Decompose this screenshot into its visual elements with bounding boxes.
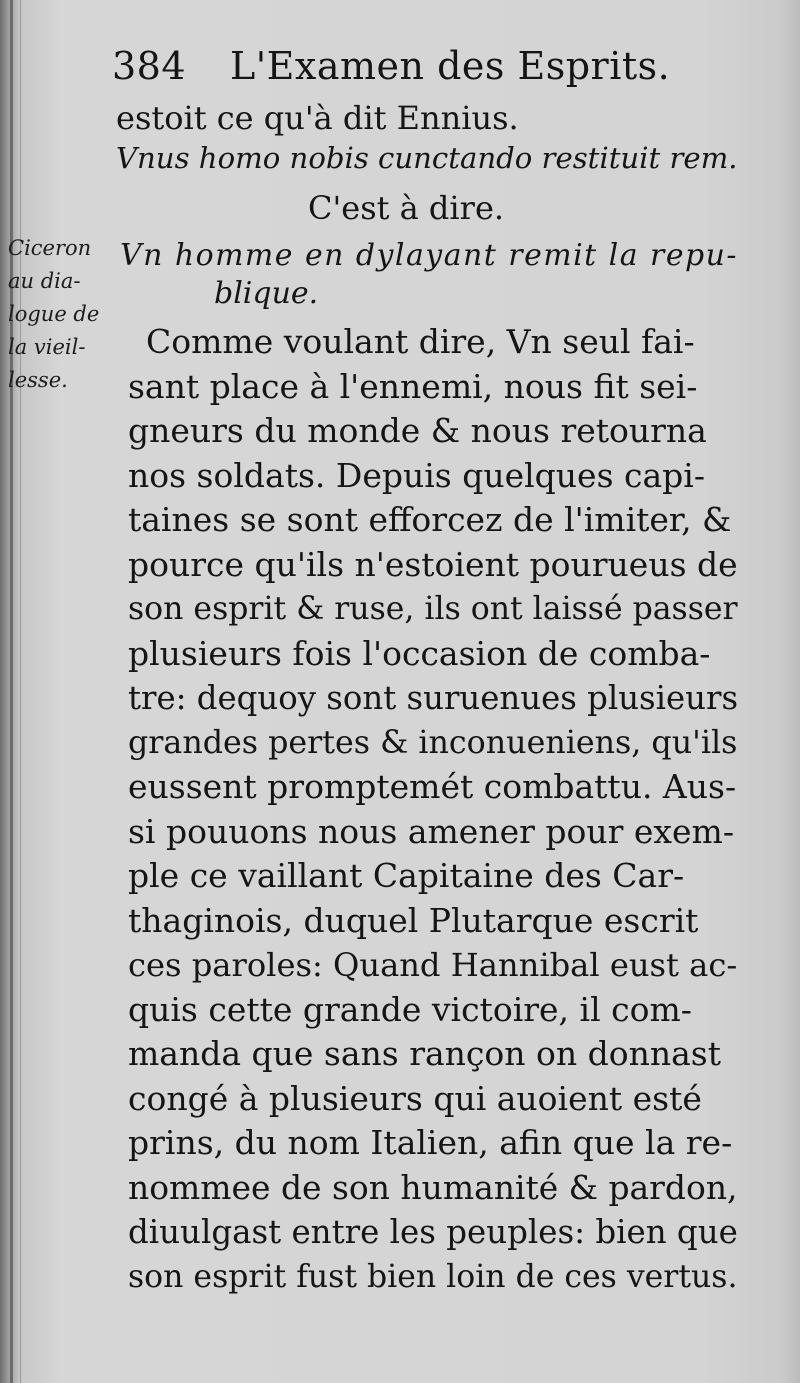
body-line: nommee de son humanité & pardon,	[128, 1167, 738, 1207]
margin-line: Ciceron	[8, 236, 92, 260]
page-number: 384	[112, 44, 187, 88]
body-line: son esprit fust bien loin de ces vertus.	[128, 1258, 738, 1295]
translation-line-1: Vn homme en dylayant remit la repu-	[120, 238, 739, 273]
text-line-0: estoit ce qu'à dit Ennius.	[116, 99, 519, 137]
margin-line: au dia-	[8, 269, 81, 293]
body-line: manda que sans rançon on donnast	[128, 1034, 721, 1073]
body-line: congé à plusieurs qui auoient esté	[128, 1078, 702, 1118]
body-line: prins, du nom Italien, afin que la re-	[128, 1123, 733, 1162]
body-line: thaginois, duquel Plutarque escrit	[128, 900, 699, 940]
margin-line: logue de	[8, 302, 100, 326]
body-line: gneurs du monde & nous retourna	[128, 411, 707, 450]
latin-quote: Vnus homo nobis cunctando restituit rem.	[116, 141, 738, 175]
body-line: taines se sont efforcez de l'imiter, &	[128, 500, 732, 539]
margin-line: la vieil-	[8, 335, 86, 359]
running-title: L'Examen des Esprits.	[230, 44, 671, 88]
translation-heading: C'est à dire.	[308, 189, 505, 227]
body-line: tre: dequoy sont suruenues plusieurs	[128, 679, 739, 717]
body-line: diuulgast entre les peuples: bien que	[128, 1213, 738, 1251]
body-line: nos soldats. Depuis quelques capi-	[128, 455, 706, 495]
body-line: ces paroles: Quand Hannibal eust ac-	[128, 946, 738, 984]
body-line: plusieurs fois l'occasion de comba-	[128, 633, 711, 673]
body-line: son esprit & ruse, ils ont laissé passer	[128, 591, 738, 627]
body-line: eussent promptemét combattu. Aus-	[128, 767, 737, 806]
margin-line: lesse.	[8, 368, 68, 392]
body-line: quis cette grande victoire, il com-	[128, 989, 692, 1029]
body-line: pource qu'ils n'estoient pourueus de	[128, 544, 738, 584]
body-line: grandes pertes & inconueniens, qu'ils	[128, 724, 738, 761]
body-line: sant place à l'ennemi, nous fit sei-	[128, 366, 698, 406]
body-line: Comme voulant dire, Vn seul fai-	[146, 322, 695, 361]
body-line: si pouuons nous amener pour exem-	[128, 811, 734, 851]
translation-line-2: blique.	[214, 276, 319, 311]
body-line: ple ce vaillant Capitaine des Car-	[128, 856, 685, 895]
